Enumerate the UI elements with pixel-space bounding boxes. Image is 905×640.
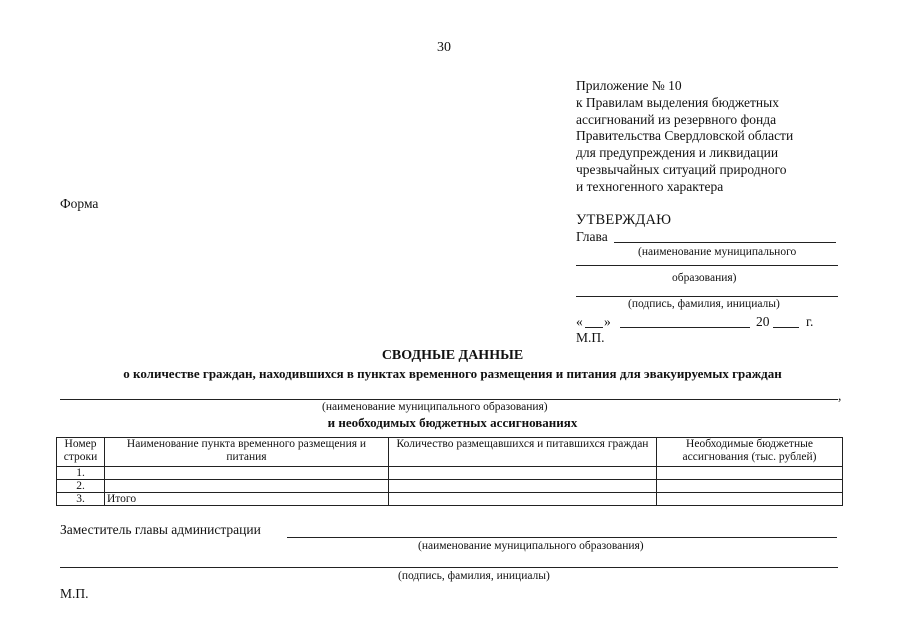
title-hint-municipality: (наименование муниципального образования) bbox=[322, 401, 548, 413]
appendix-line: чрезвычайных ситуаций природного bbox=[576, 161, 787, 177]
footer-signature-line bbox=[60, 567, 838, 568]
date-close-quote: » bbox=[604, 314, 611, 329]
municipality-name-line bbox=[60, 399, 838, 400]
appendix-note bbox=[576, 78, 793, 196]
appendix-line: и техногенного характера bbox=[576, 178, 724, 194]
col-header-number: Номер строки bbox=[57, 438, 105, 467]
approval-title: УТВЕРЖДАЮ bbox=[576, 212, 672, 228]
appendix-line: к Правилам выделения бюджетных bbox=[576, 94, 779, 110]
row-number: 2. bbox=[57, 480, 105, 493]
appendix-line: Правительства Свердловской области bbox=[576, 128, 794, 144]
row-count-cell[interactable] bbox=[389, 467, 657, 480]
hint-municipality-1: (наименование муниципального bbox=[638, 246, 797, 258]
row-name-cell[interactable] bbox=[105, 467, 389, 480]
row-count-cell[interactable] bbox=[389, 493, 657, 506]
col-header-name: Наименование пункта временного размещения и питания bbox=[105, 438, 389, 467]
date-open-quote: « bbox=[576, 314, 583, 329]
signature-line bbox=[576, 296, 838, 297]
hint-municipality-2: образования) bbox=[672, 272, 737, 284]
appendix-line: Приложение № 10 bbox=[576, 78, 682, 93]
document-title: СВОДНЫЕ ДАННЫЕ bbox=[381, 348, 524, 363]
approval-seal: М.П. bbox=[576, 330, 605, 345]
form-label: Форма bbox=[60, 196, 99, 211]
table-row bbox=[57, 467, 843, 480]
row-number: 3. bbox=[57, 493, 105, 506]
summary-table bbox=[56, 437, 843, 506]
deputy-label: Заместитель главы администрации bbox=[60, 522, 261, 537]
municipality-line bbox=[576, 265, 838, 266]
head-label: Глава bbox=[576, 229, 608, 244]
row-amount-cell[interactable] bbox=[657, 467, 843, 480]
row-amount-cell[interactable] bbox=[657, 480, 843, 493]
year-line bbox=[773, 327, 799, 328]
row-number: 1. bbox=[57, 467, 105, 480]
year-prefix: 20 bbox=[756, 314, 770, 329]
appendix-line: ассигнований из резервного фонда bbox=[576, 111, 777, 127]
document-subtitle-2: и необходимых бюджетных ассигнованиях bbox=[327, 415, 578, 430]
row-name-cell: Итого bbox=[105, 493, 389, 506]
hint-signature: (подпись, фамилия, инициалы) bbox=[628, 298, 780, 310]
table-row bbox=[57, 480, 843, 493]
document-subtitle: о количестве граждан, находившихся в пунктах временного размещения и питания для эвакуируемых граждан bbox=[123, 366, 782, 381]
row-name-cell[interactable] bbox=[105, 480, 389, 493]
footer-hint-municipality: (наименование муниципального образования) bbox=[418, 540, 644, 552]
month-line bbox=[620, 327, 750, 328]
table-header-row bbox=[57, 438, 843, 467]
head-name-line bbox=[614, 242, 836, 243]
year-suffix: г. bbox=[806, 314, 814, 329]
col-header-count: Количество размещавшихся и питавшихся граждан bbox=[389, 438, 657, 467]
appendix-line: для предупреждения и ликвидации bbox=[576, 145, 779, 161]
table-row-total bbox=[57, 493, 843, 506]
day-line bbox=[585, 327, 603, 328]
footer-hint-signature: (подпись, фамилия, инициалы) bbox=[398, 570, 550, 582]
row-count-cell[interactable] bbox=[389, 480, 657, 493]
deputy-name-line bbox=[287, 537, 837, 538]
page-number: 30 bbox=[437, 40, 451, 55]
row-amount-cell[interactable] bbox=[657, 493, 843, 506]
title-comma: , bbox=[838, 388, 842, 403]
col-header-amount: Необходимые бюджетные ассигнования (тыс. рублей) bbox=[657, 438, 843, 467]
footer-seal: М.П. bbox=[60, 586, 89, 601]
